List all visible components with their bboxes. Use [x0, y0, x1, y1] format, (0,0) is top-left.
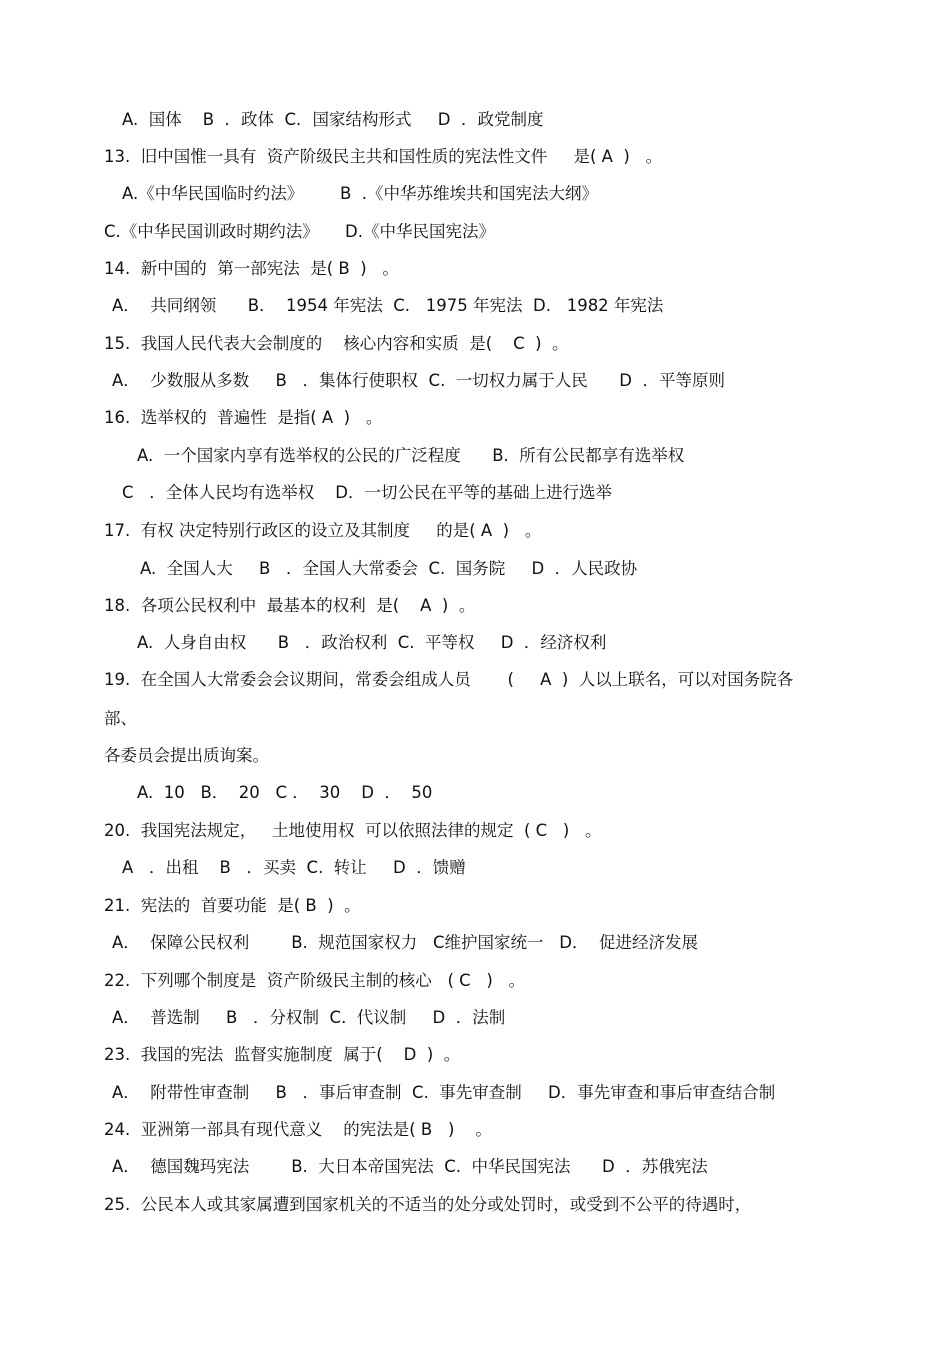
q23-options: A． 附带性审查制 B ．事后审查制 C. 事先审查制 D．事先审查和事后审查结合制	[112, 1083, 776, 1102]
q23-question: 23. 我国的宪法 监督实施制度 属于( D ) 。	[104, 1045, 461, 1064]
q22-question: 22. 下列哪个制度是 资产阶级民主制的核心 ( C ) 。	[104, 971, 526, 990]
q20-options: A ．出租 B ．买卖 C. 转让 D ．馈赠	[122, 858, 466, 877]
q19-options: A. 10 B． 20 C ． 30 D ． 50	[137, 783, 433, 802]
q12-options: A. 国体 B ．政体 C．国家结构形式 D ．政党制度	[122, 110, 544, 129]
q14-options: A． 共同纲领 B． 1954 年宪法 C. 1975 年宪法 D. 1982 年宪法	[112, 296, 664, 315]
q21-options: A． 保障公民权利 B. 规范国家权力 C维护国家统一 D． 促进经济发展	[112, 933, 698, 952]
q16-options-ab: A. 一个国家内享有选举权的公民的广泛程度 B. 所有公民都享有选举权	[137, 446, 685, 465]
q18-question: 18. 各项公民权利中 最基本的权利 是( A ) 。	[104, 596, 476, 615]
q24-question: 24. 亚洲第一部具有现代意义 的宪法是( B ) 。	[104, 1120, 492, 1139]
q13-options-ab: A.《中华民国临时约法》 B .《中华苏维埃共和国宪法大纲》	[122, 184, 599, 203]
q22-options: A． 普选制 B ．分权制 C. 代议制 D ．法制	[112, 1008, 506, 1027]
q17-question: 17. 有权 决定特别行政区的设立及其制度 的是( A ) 。	[104, 521, 542, 540]
q15-options: A． 少数服从多数 B ．集体行使职权 C. 一切权力属于人民 D ．平等原则	[112, 371, 725, 390]
q17-options: A. 全国人大 B ．全国人大常委会 C. 国务院 D ．人民政协	[140, 559, 638, 578]
q18-options: A. 人身自由权 B ．政治权利 C. 平等权 D ．经济权利	[137, 633, 607, 652]
q24-options: A． 德国魏玛宪法 B. 大日本帝国宪法 C. 中华民国宪法 D ．苏俄宪法	[112, 1157, 708, 1176]
q16-question: 16. 选举权的 普遍性 是指( A ) 。	[104, 408, 383, 427]
q20-question: 20. 我国宪法规定， 土地使用权 可以依照法律的规定 ( C ) 。	[104, 821, 602, 840]
q14-question: 14. 新中国的 第一部宪法 是( B ) 。	[104, 259, 399, 278]
q19-question: 19. 在全国人大常委会会议期间，常委会组成人员 ( A ) 人以上联名，可以对国务院各	[104, 670, 794, 689]
q16-options-cd: C ．全体人民均有选举权 D．一切公民在平等的基础上进行选举	[122, 483, 612, 502]
q13-question: 13. 旧中国惟一具有 资产阶级民主共和国性质的宪法性文件 是( A ) 。	[104, 147, 663, 166]
q19-question-cont: 部、	[104, 709, 137, 728]
q21-question: 21. 宪法的 首要功能 是( B ) 。	[104, 896, 361, 915]
q19-question-cont2: 各委员会提出质询案。	[104, 746, 269, 765]
q25-question: 25. 公民本人或其家属遭到国家机关的不适当的处分或处罚时，或受到不公平的待遇时，	[104, 1195, 752, 1214]
q13-options-cd: C.《中华民国训政时期约法》 D.《中华民国宪法》	[104, 222, 495, 241]
q15-question: 15. 我国人民代表大会制度的 核心内容和实质 是( C ) 。	[104, 334, 569, 353]
